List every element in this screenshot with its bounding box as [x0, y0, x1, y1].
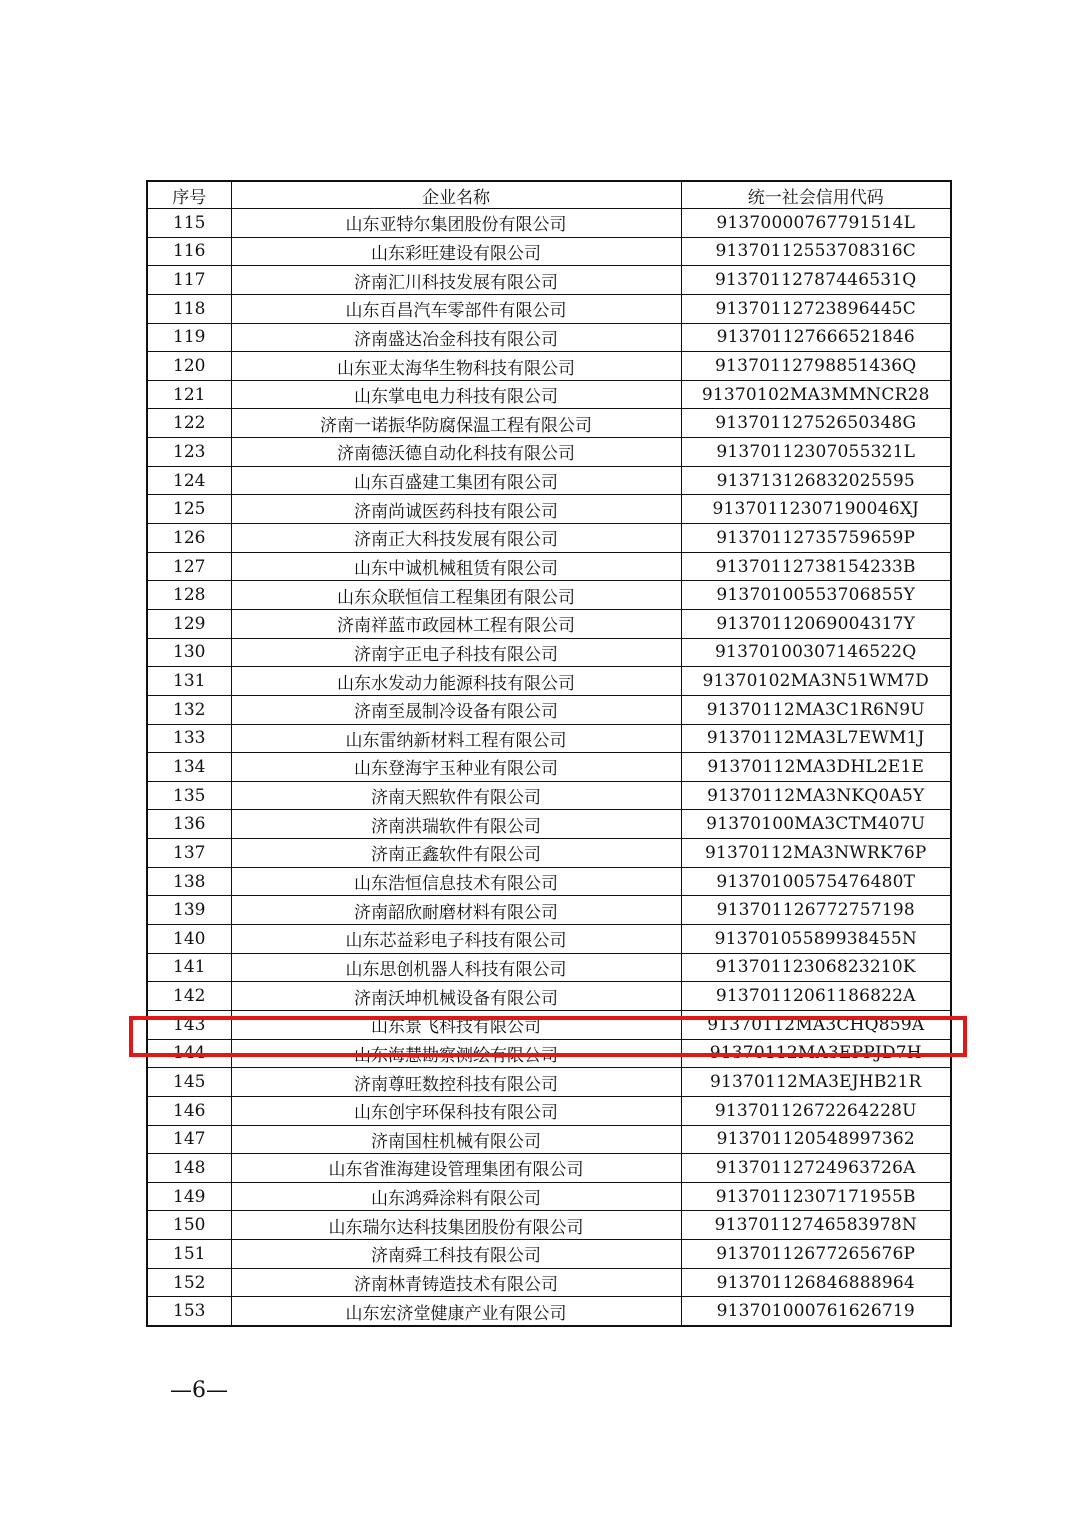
cell-serial-number: 132 [147, 695, 231, 724]
cell-serial-number: 138 [147, 867, 231, 896]
cell-credit-code: 91370112MA3EJHB21R [681, 1068, 951, 1097]
header-serial-number: 序号 [147, 181, 231, 209]
table-row [147, 638, 951, 667]
cell-serial-number: 121 [147, 380, 231, 409]
cell-credit-code: 913701126846888964 [681, 1268, 951, 1297]
cell-serial-number: 143 [147, 1010, 231, 1039]
table-row [147, 839, 951, 868]
table-row [147, 1154, 951, 1183]
cell-company-name: 济南林青铸造技术有限公司 [231, 1268, 681, 1297]
cell-credit-code: 91370112MA3NWRK76P [681, 839, 951, 868]
cell-company-name: 济南舜工科技有限公司 [231, 1240, 681, 1269]
table-row [147, 1297, 951, 1326]
cell-credit-code: 913713126832025595 [681, 466, 951, 495]
cell-credit-code: 91370112MA3L7EWM1J [681, 724, 951, 753]
cell-credit-code: 91370100575476480T [681, 867, 951, 896]
cell-company-name: 山东百昌汽车零部件有限公司 [231, 294, 681, 323]
cell-credit-code: 91370112723896445C [681, 294, 951, 323]
cell-company-name: 济南天熙软件有限公司 [231, 781, 681, 810]
cell-serial-number: 135 [147, 781, 231, 810]
cell-credit-code: 91370112553708316C [681, 237, 951, 266]
cell-serial-number: 136 [147, 810, 231, 839]
cell-credit-code: 913701126772757198 [681, 896, 951, 925]
cell-company-name: 山东芯益彩电子科技有限公司 [231, 925, 681, 954]
cell-credit-code: 91370102MA3N51WM7D [681, 667, 951, 696]
table-row [147, 867, 951, 896]
cell-company-name: 山东掌电电力科技有限公司 [231, 380, 681, 409]
cell-credit-code: 91370112735759659P [681, 524, 951, 553]
cell-company-name: 济南国柱机械有限公司 [231, 1125, 681, 1154]
cell-credit-code: 91370112MA3EPPJD7H [681, 1039, 951, 1068]
cell-company-name: 山东鸿舜涂料有限公司 [231, 1182, 681, 1211]
cell-serial-number: 149 [147, 1182, 231, 1211]
table-row [147, 495, 951, 524]
table-row [147, 953, 951, 982]
cell-company-name: 山东宏济堂健康产业有限公司 [231, 1297, 681, 1326]
table-row [147, 209, 951, 238]
cell-credit-code: 91370100553706855Y [681, 581, 951, 610]
table-row [147, 810, 951, 839]
cell-company-name: 济南一诺振华防腐保温工程有限公司 [231, 409, 681, 438]
cell-credit-code: 91370112724963726A [681, 1154, 951, 1183]
cell-serial-number: 147 [147, 1125, 231, 1154]
cell-credit-code: 913701127666521846 [681, 323, 951, 352]
table-row [147, 1182, 951, 1211]
cell-credit-code: 91370112752650348G [681, 409, 951, 438]
cell-serial-number: 119 [147, 323, 231, 352]
table-row [147, 237, 951, 266]
cell-serial-number: 127 [147, 552, 231, 581]
table-row [147, 982, 951, 1011]
cell-credit-code: 91370112061186822A [681, 982, 951, 1011]
table-row [147, 925, 951, 954]
cell-credit-code: 91370112738154233B [681, 552, 951, 581]
cell-serial-number: 145 [147, 1068, 231, 1097]
cell-company-name: 山东瑞尔达科技集团股份有限公司 [231, 1211, 681, 1240]
table-row [147, 609, 951, 638]
cell-serial-number: 116 [147, 237, 231, 266]
table-row [147, 1240, 951, 1269]
table-row [147, 438, 951, 467]
cell-credit-code: 91370100MA3CTM407U [681, 810, 951, 839]
cell-company-name: 济南德沃德自动化科技有限公司 [231, 438, 681, 467]
cell-serial-number: 141 [147, 953, 231, 982]
cell-serial-number: 150 [147, 1211, 231, 1240]
cell-credit-code: 91370112MA3DHL2E1E [681, 753, 951, 782]
cell-serial-number: 123 [147, 438, 231, 467]
cell-serial-number: 130 [147, 638, 231, 667]
cell-company-name: 山东登海宇玉种业有限公司 [231, 753, 681, 782]
cell-company-name: 济南洪瑞软件有限公司 [231, 810, 681, 839]
cell-serial-number: 122 [147, 409, 231, 438]
cell-credit-code: 913701000761626719 [681, 1297, 951, 1326]
table-row [147, 581, 951, 610]
cell-company-name: 山东众联恒信工程集团有限公司 [231, 581, 681, 610]
cell-serial-number: 124 [147, 466, 231, 495]
cell-company-name: 山东中诚机械租赁有限公司 [231, 552, 681, 581]
cell-company-name: 济南宇正电子科技有限公司 [231, 638, 681, 667]
table-row [147, 1268, 951, 1297]
cell-company-name: 山东亚特尔集团股份有限公司 [231, 209, 681, 238]
table-row [147, 724, 951, 753]
cell-credit-code: 91370105589938455N [681, 925, 951, 954]
cell-credit-code: 91370112069004317Y [681, 609, 951, 638]
cell-credit-code: 91370112798851436Q [681, 352, 951, 381]
table-row [147, 781, 951, 810]
cell-serial-number: 131 [147, 667, 231, 696]
cell-serial-number: 126 [147, 524, 231, 553]
table-row [147, 1068, 951, 1097]
table-row [147, 524, 951, 553]
cell-credit-code: 91370100307146522Q [681, 638, 951, 667]
cell-serial-number: 118 [147, 294, 231, 323]
table-row [147, 753, 951, 782]
table-header-row [147, 181, 951, 209]
table-row [147, 294, 951, 323]
cell-company-name: 济南至晟制冷设备有限公司 [231, 695, 681, 724]
cell-company-name: 济南祥蓝市政园林工程有限公司 [231, 609, 681, 638]
cell-credit-code: 91370102MA3MMNCR28 [681, 380, 951, 409]
cell-credit-code: 91370112306823210K [681, 953, 951, 982]
cell-serial-number: 140 [147, 925, 231, 954]
cell-credit-code: 913701120548997362 [681, 1125, 951, 1154]
cell-company-name: 山东浩恒信息技术有限公司 [231, 867, 681, 896]
cell-credit-code: 91370112307190046XJ [681, 495, 951, 524]
cell-company-name: 济南韶欣耐磨材料有限公司 [231, 896, 681, 925]
cell-credit-code: 91370112MA3C1R6N9U [681, 695, 951, 724]
cell-company-name: 济南尊旺数控科技有限公司 [231, 1068, 681, 1097]
table-row [147, 1211, 951, 1240]
cell-company-name: 济南沃坤机械设备有限公司 [231, 982, 681, 1011]
company-list-table [146, 180, 952, 1327]
cell-serial-number: 151 [147, 1240, 231, 1269]
cell-company-name: 济南正大科技发展有限公司 [231, 524, 681, 553]
table-row [147, 352, 951, 381]
cell-serial-number: 139 [147, 896, 231, 925]
cell-company-name: 济南正鑫软件有限公司 [231, 839, 681, 868]
table-row [147, 1125, 951, 1154]
header-company-name: 企业名称 [231, 181, 681, 209]
cell-serial-number: 134 [147, 753, 231, 782]
cell-serial-number: 117 [147, 266, 231, 295]
cell-credit-code: 91370112MA3NKQ0A5Y [681, 781, 951, 810]
cell-credit-code: 91370112672264228U [681, 1096, 951, 1125]
cell-company-name: 济南尚诚医药科技有限公司 [231, 495, 681, 524]
table-row [147, 695, 951, 724]
table-row [147, 323, 951, 352]
table-body [147, 209, 951, 1326]
cell-serial-number: 152 [147, 1268, 231, 1297]
cell-serial-number: 153 [147, 1297, 231, 1326]
cell-credit-code: 91370112307171955B [681, 1182, 951, 1211]
cell-company-name: 山东雷纳新材料工程有限公司 [231, 724, 681, 753]
table-row [147, 466, 951, 495]
cell-serial-number: 144 [147, 1039, 231, 1068]
table-row [147, 409, 951, 438]
cell-serial-number: 133 [147, 724, 231, 753]
cell-serial-number: 120 [147, 352, 231, 381]
cell-company-name: 山东水发动力能源科技有限公司 [231, 667, 681, 696]
table-row [147, 552, 951, 581]
table-row [147, 667, 951, 696]
cell-credit-code: 91370112677265676P [681, 1240, 951, 1269]
cell-company-name: 山东创宇环保科技有限公司 [231, 1096, 681, 1125]
header-credit-code: 统一社会信用代码 [681, 181, 951, 209]
cell-company-name: 山东海慧勘察测绘有限公司 [231, 1039, 681, 1068]
cell-company-name: 山东景飞科技有限公司 [231, 1010, 681, 1039]
table-row [147, 380, 951, 409]
cell-company-name: 济南盛达冶金科技有限公司 [231, 323, 681, 352]
table-row [147, 1096, 951, 1125]
cell-serial-number: 125 [147, 495, 231, 524]
cell-company-name: 山东彩旺建设有限公司 [231, 237, 681, 266]
cell-credit-code: 91370112787446531Q [681, 266, 951, 295]
table-row [147, 266, 951, 295]
table-row [147, 896, 951, 925]
cell-serial-number: 148 [147, 1154, 231, 1183]
cell-company-name: 山东百盛建工集团有限公司 [231, 466, 681, 495]
page-number: —6— [170, 1378, 228, 1403]
cell-company-name: 山东亚太海华生物科技有限公司 [231, 352, 681, 381]
cell-company-name: 山东思创机器人科技有限公司 [231, 953, 681, 982]
cell-company-name: 山东省淮海建设管理集团有限公司 [231, 1154, 681, 1183]
highlight-box [129, 1016, 967, 1057]
cell-serial-number: 129 [147, 609, 231, 638]
cell-credit-code: 91370112746583978N [681, 1211, 951, 1240]
cell-serial-number: 115 [147, 209, 231, 238]
cell-serial-number: 146 [147, 1096, 231, 1125]
cell-credit-code: 91370112307055321L [681, 438, 951, 467]
cell-serial-number: 128 [147, 581, 231, 610]
cell-credit-code: 91370112MA3CHQ859A [681, 1010, 951, 1039]
cell-serial-number: 142 [147, 982, 231, 1011]
cell-company-name: 济南汇川科技发展有限公司 [231, 266, 681, 295]
cell-credit-code: 91370000767791514L [681, 209, 951, 238]
cell-serial-number: 137 [147, 839, 231, 868]
